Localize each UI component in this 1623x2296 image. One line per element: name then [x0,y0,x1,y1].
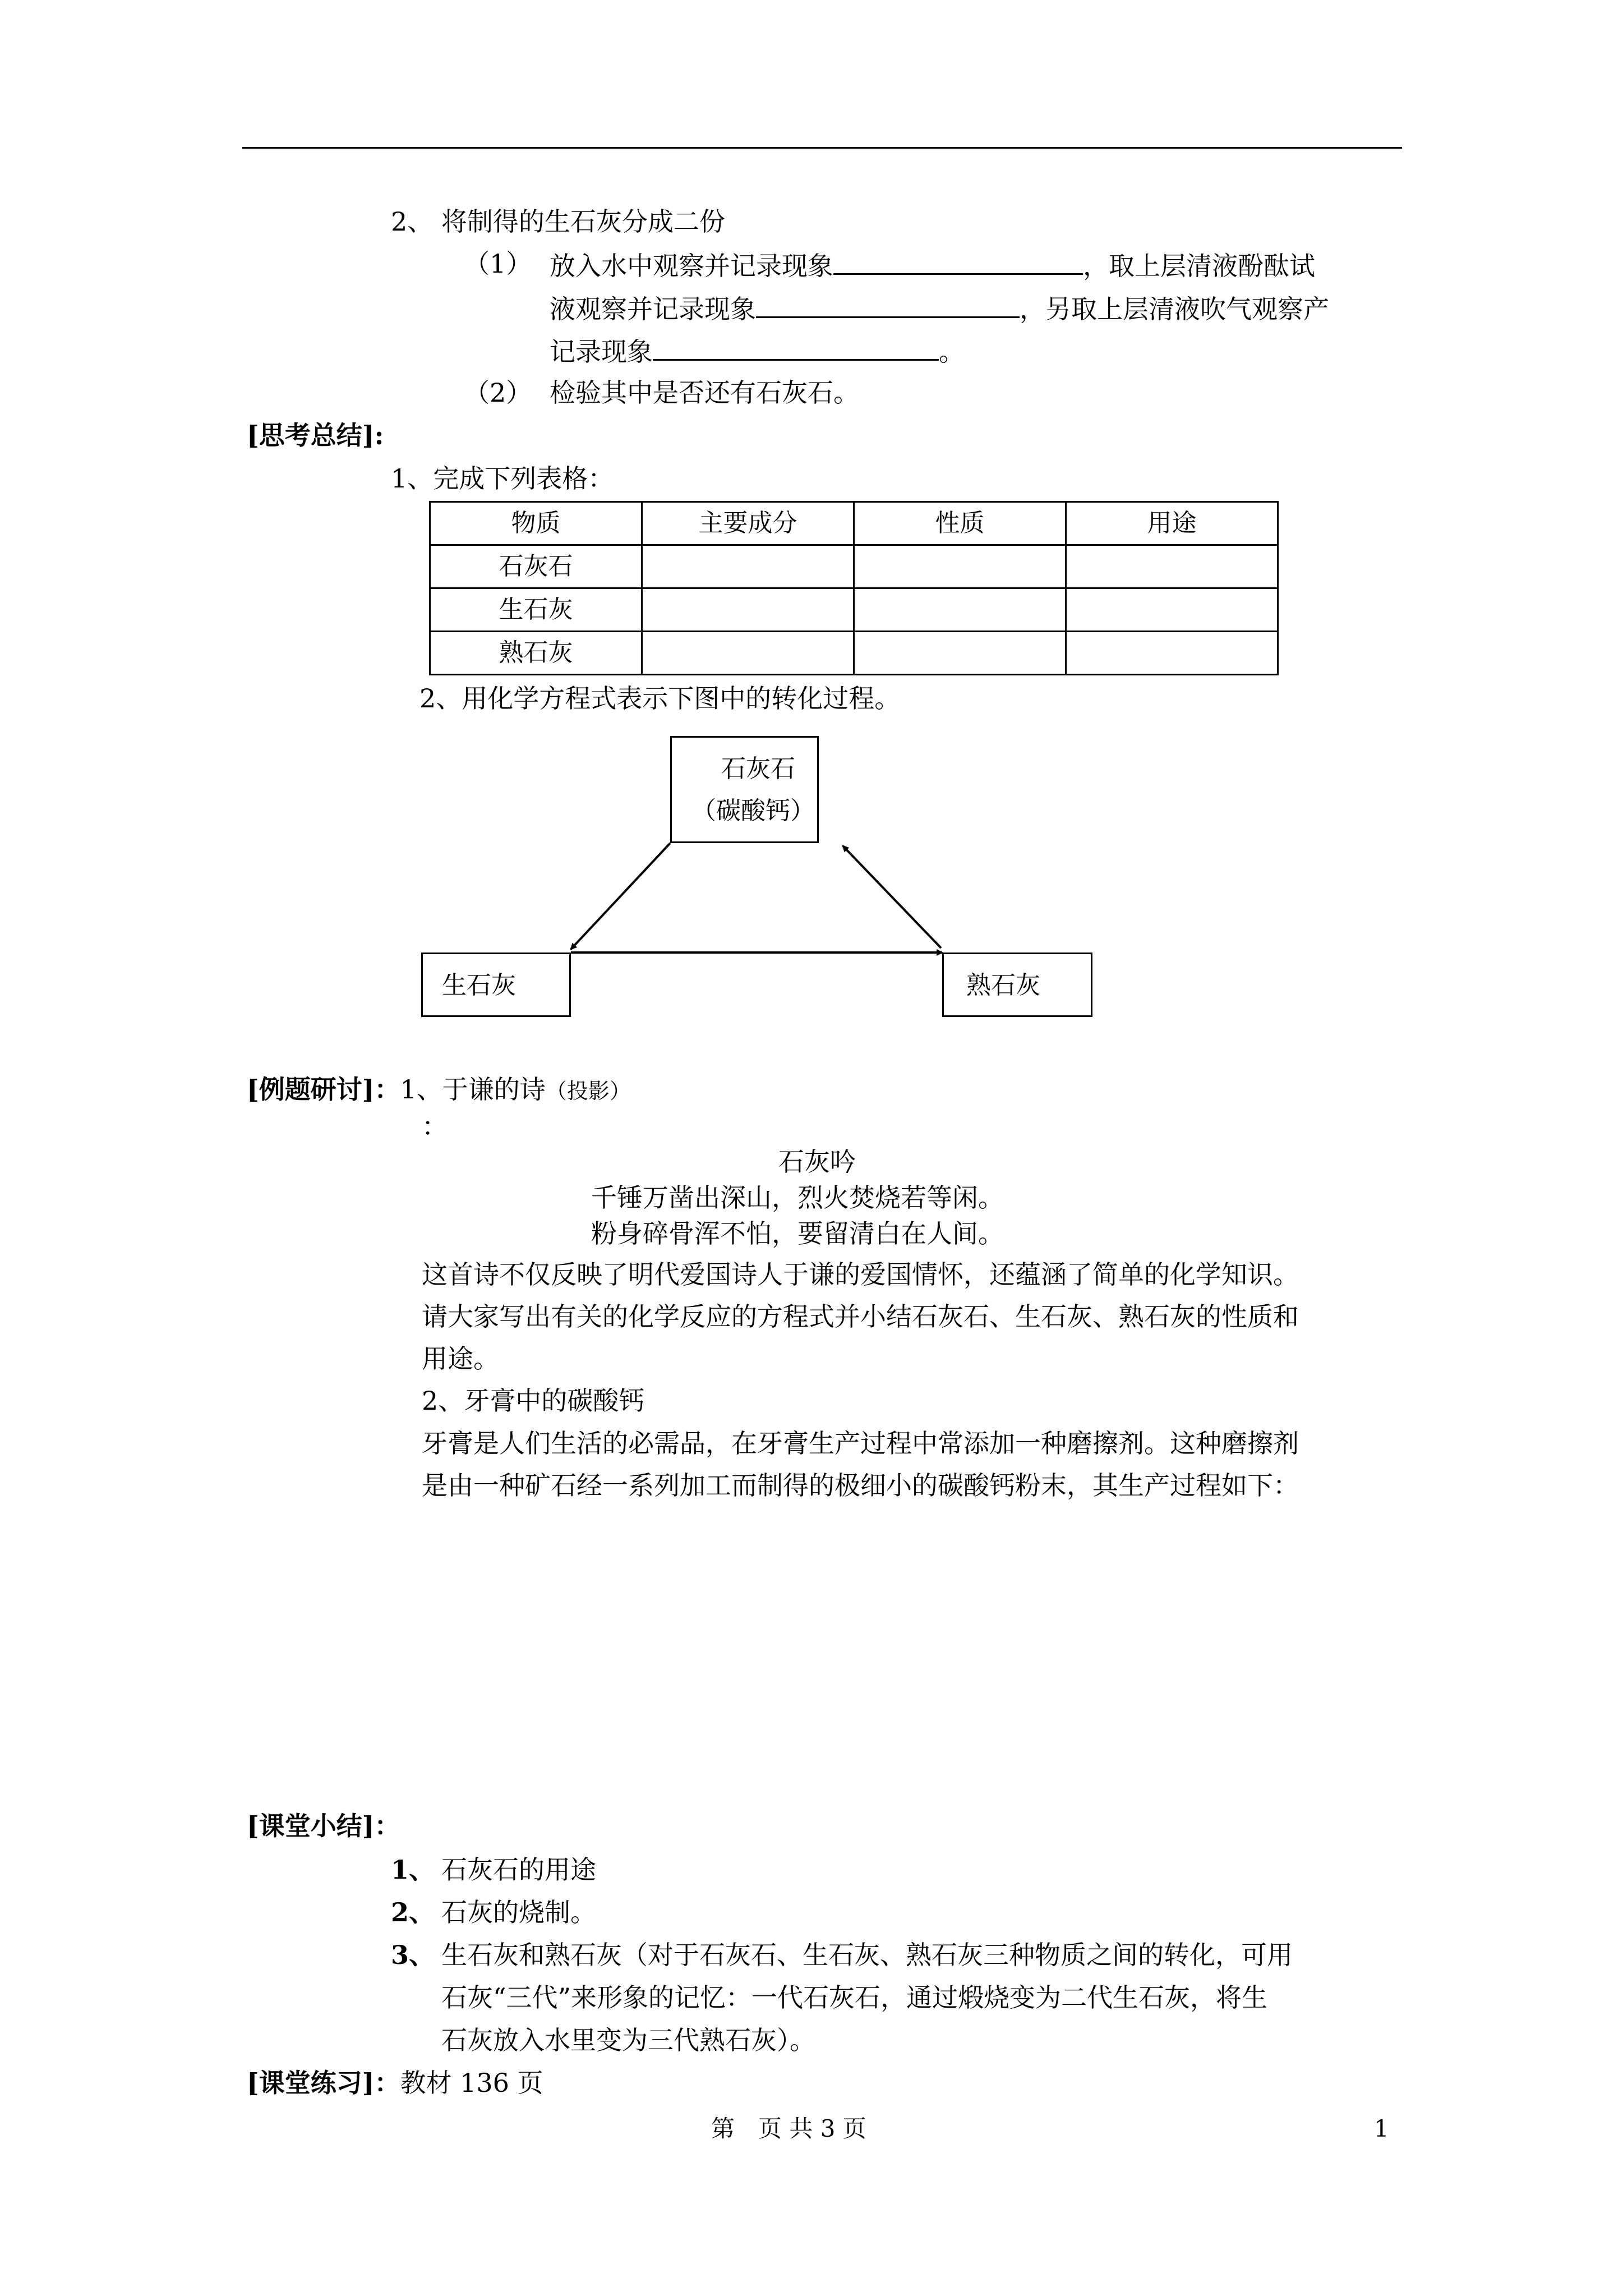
diagram-box-quicklime [421,953,571,1017]
arrow-to-quicklime [571,843,670,949]
example-heading [247,1074,631,1105]
stray-colon: ： [422,1111,448,1142]
poem-line-2: 粉身碎骨浑不怕，要留清白在人间。 [591,1218,1004,1249]
diagram-limestone-formula-name: （碳酸钙） [691,797,815,825]
summary-question-2: 2、用化学方程式表示下图中的转化过程。 [419,683,901,714]
table-row-label: 生石灰 [430,588,642,632]
item1-line3-text-b: 。 [939,337,965,367]
table-header-cell: 用途 [1066,502,1278,545]
practice-text: 教材 136 页 [400,2068,543,2098]
item2-number: （2） [464,378,532,408]
item2-text: 检验其中是否还有石灰石。 [550,378,859,408]
poem-title: 石灰吟 [778,1147,856,1177]
class-summary-label [247,1813,400,1839]
arrow-to-limestone [843,846,941,948]
table-header-cell: 性质 [854,502,1066,545]
table-row-label: 石灰石 [430,545,642,588]
summary-item-text: 石灰放入水里变为三代熟石灰）。 [441,2025,815,2055]
summary-item-number: 1、 [391,1855,435,1885]
paragraph2-line2: 是由一种矿石经一系列加工而制得的极细小的碳酸钙粉末，其生产过程如下： [422,1470,1299,1501]
table-row-label: 熟石灰 [430,632,642,675]
item1-line1-text-a: 放入水中观察并记录现象 [550,251,833,281]
item1-line1-text-b: ，取上层清液酚酞试 [1083,251,1315,281]
example-label: [例题研讨] [247,1074,375,1105]
summary-label-text: [思考总结] [247,420,375,450]
diagram-slaked-lime-label: 熟石灰 [966,971,1040,1000]
item1-number: （1） [464,249,532,279]
table-header-cell: 物质 [430,502,642,545]
diagram-box-limestone [670,736,819,843]
paragraph1-line1: 这首诗不仅反映了明代爱国诗人于谦的爱国情怀，还蕴涵了简单的化学知识。 [422,1259,1299,1290]
example-item2: 2、牙膏中的碳酸钙 [422,1386,645,1416]
example-item1: 1、于谦的诗 [400,1074,546,1105]
section2-heading: 2、 将制得的生石灰分成二份 [391,206,725,237]
summary-item-text: 石灰的烧制。 [441,1897,596,1927]
summary-question-1: 1、完成下列表格： [391,463,614,494]
paragraph2-line1: 牙膏是人们生活的必需品，在牙膏生产过程中常添加一种磨擦剂。这种磨擦剂 [422,1428,1299,1458]
item1-line3-text-a: 记录现象 [550,337,653,367]
footer-page-label: 第 页 共 3 页 [711,2115,866,2142]
summary-item-number: 2、 [391,1897,435,1927]
summary-label-colon: : [374,420,384,450]
summary-item-text: 石灰“三代”来形象的记忆：一代石灰石，通过煅烧变为二代生石灰，将生 [441,1982,1268,2013]
class-summary-label-text: [课堂小结] [247,1811,375,1841]
summary-item-number: 3、 [391,1940,435,1970]
poem-line-1: 千锤万凿出深山，烈火焚烧若等闲。 [591,1182,1004,1213]
diagram-box-slaked-lime [942,953,1092,1017]
paragraph1-line3: 用途。 [422,1343,499,1374]
summary-item-text: 生石灰和熟石灰（对于石灰石、生石灰、熟石灰三种物质之间的转化，可用 [441,1940,1293,1970]
summary-item-text: 石灰石的用途 [441,1855,596,1885]
practice-label: [课堂练习] [247,2068,375,2098]
practice-label-colon: ： [374,2068,400,2098]
example-label-colon: ： [374,1074,400,1105]
footer-page-number: 1 [1374,2115,1389,2142]
example-item1-note: （投影） [545,1079,631,1103]
table-header-cell: 主要成分 [642,502,854,545]
diagram-quicklime-label: 生石灰 [442,971,516,1000]
paragraph1-line2: 请大家写出有关的化学反应的方程式并小结石灰石、生石灰、熟石灰的性质和 [422,1301,1299,1332]
item1-line2-text-b: ，另取上层清液吹气观察产 [1020,294,1329,324]
diagram-limestone-label: 石灰石 [721,754,795,783]
practice-line [247,2070,543,2096]
class-summary-label-colon: ： [374,1811,400,1841]
item1-line2-text-a: 液观察并记录现象 [550,294,756,324]
